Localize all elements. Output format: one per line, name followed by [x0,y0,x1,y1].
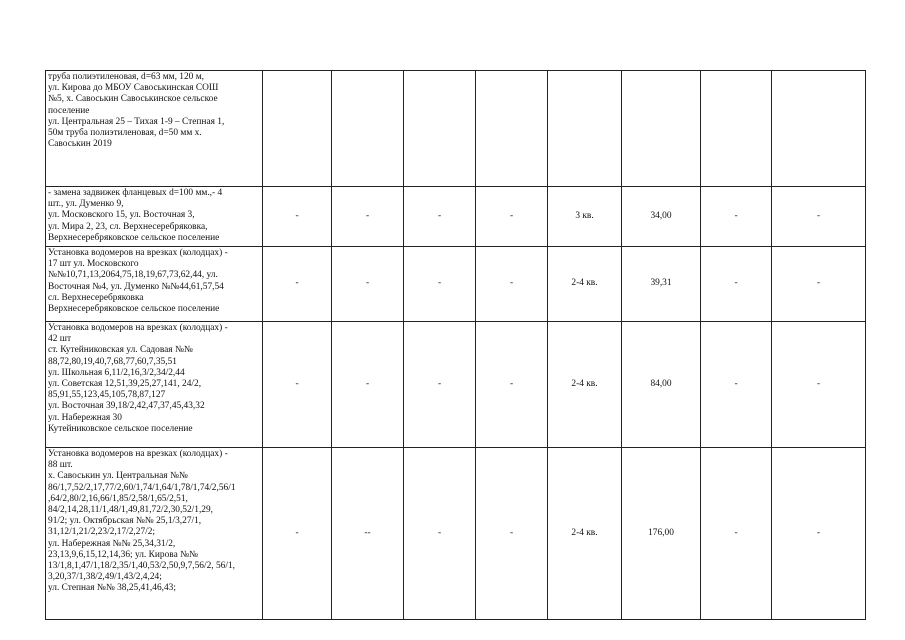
col3-cell: - [404,247,476,322]
col1-cell: - [263,247,332,322]
works-table [45,70,866,620]
amount-cell: 34,00 [622,187,701,247]
period-cell [548,71,622,187]
description-cell: Установка водомеров на врезках (колодцах) - 17 шт ул. Московского №№10,71,13,2064,75,18,19,67,73,62,44, ул. Восточная №4, ул. Думенко №№44,61,57,54 сл. Верхнесеребряковка Верхнесеребряковское сельское поселение [46,247,263,322]
col8-cell: - [772,322,866,448]
col2-cell: -- [332,448,404,620]
table-row [46,322,866,448]
description-cell: - замена задвижек фланцевых d=100 мм.,- 4 шт., ул. Думенко 9, ул. Московского 15, ул. Восточная 3, ул. Мира 2, 23, сл. Верхнесеребряковка, Верхнесеребряковское сельское поселение [46,187,263,247]
col2-cell: - [332,247,404,322]
col1-cell: - [263,187,332,247]
col7-cell: - [701,247,772,322]
table-row [46,71,866,187]
period-cell: 2-4 кв. [548,448,622,620]
period-cell: 3 кв. [548,187,622,247]
col2-cell: - [332,187,404,247]
col2-cell: - [332,322,404,448]
col8-cell: - [772,448,866,620]
col8-cell: - [772,187,866,247]
amount-cell: 176,00 [622,448,701,620]
amount-cell [622,71,701,187]
period-cell: 2-4 кв. [548,322,622,448]
col7-cell: - [701,448,772,620]
table-row [46,448,866,620]
col4-cell: - [476,322,548,448]
description-cell: Установка водомеров на врезках (колодцах) - 88 шт. х. Савоськин ул. Центральная №№ 86/1,7,52/2,17,77/2,60/1,74/1,64/1,78/1,74/2,56/1 ,64/2,80/2,16,66/1,85/2,58/1,65/2,51, 84/2,14,28,11/1,48/1,49,81,72/2,30,52/1,29, 91/2; ул. Октябрьская №№ 25,1/3,27/1, 31,12/1,21/2,23/2,17/2,27/2; ул. Набережная №№ 25,34,31/2, 23,13,9,6,15,12,14,36; ул. Кирова №№ 13/1,8,1,47/1,18/2,35/1,40,53/2,50,9,7,56/2, 56/1, 3,20,37/1,38/2,49/1,43/2,4,24; ул. Степная №№ 38,25,41,46,43; [46,448,263,620]
col1-cell [263,71,332,187]
description-cell: Установка водомеров на врезках (колодцах) - 42 шт ст. Кутейниковская ул. Садовая №№ 88,72,80,19,40,7,68,77,60,7,35,51 ул. Школьная 6,11/2,16,3/2,34/2,44 ул. Советская 12,51,39,25,27,141, 24/2, 85,91,55,123,45,105,78,87,127 ул. Восточная 39,18/2,42,47,37,45,43,32 ул. Набережная 30 Кутейниковское сельское поселение [46,322,263,448]
col4-cell [476,71,548,187]
col8-cell: - [772,247,866,322]
amount-cell: 39,31 [622,247,701,322]
col3-cell: - [404,448,476,620]
description-cell: труба полиэтиленовая, d=63 мм, 120 м, ул. Кирова до МБОУ Савоськинская СОШ №5, х. Савоськин Савоськинское сельское поселение ул. Центральная 25 – Тихая 1-9 – Степная 1, 50м труба полиэтиленовая, d=50 мм х. Савоськин 2019 [46,71,263,187]
col1-cell: - [263,322,332,448]
col4-cell: - [476,448,548,620]
col4-cell: - [476,187,548,247]
col8-cell [772,71,866,187]
table-row [46,187,866,247]
col1-cell: - [263,448,332,620]
col7-cell: - [701,187,772,247]
col7-cell [701,71,772,187]
col3-cell: - [404,187,476,247]
period-cell: 2-4 кв. [548,247,622,322]
table-body [46,71,866,620]
col7-cell: - [701,322,772,448]
amount-cell: 84,00 [622,322,701,448]
col3-cell: - [404,322,476,448]
col3-cell [404,71,476,187]
col4-cell: - [476,247,548,322]
col2-cell [332,71,404,187]
table-row [46,247,866,322]
